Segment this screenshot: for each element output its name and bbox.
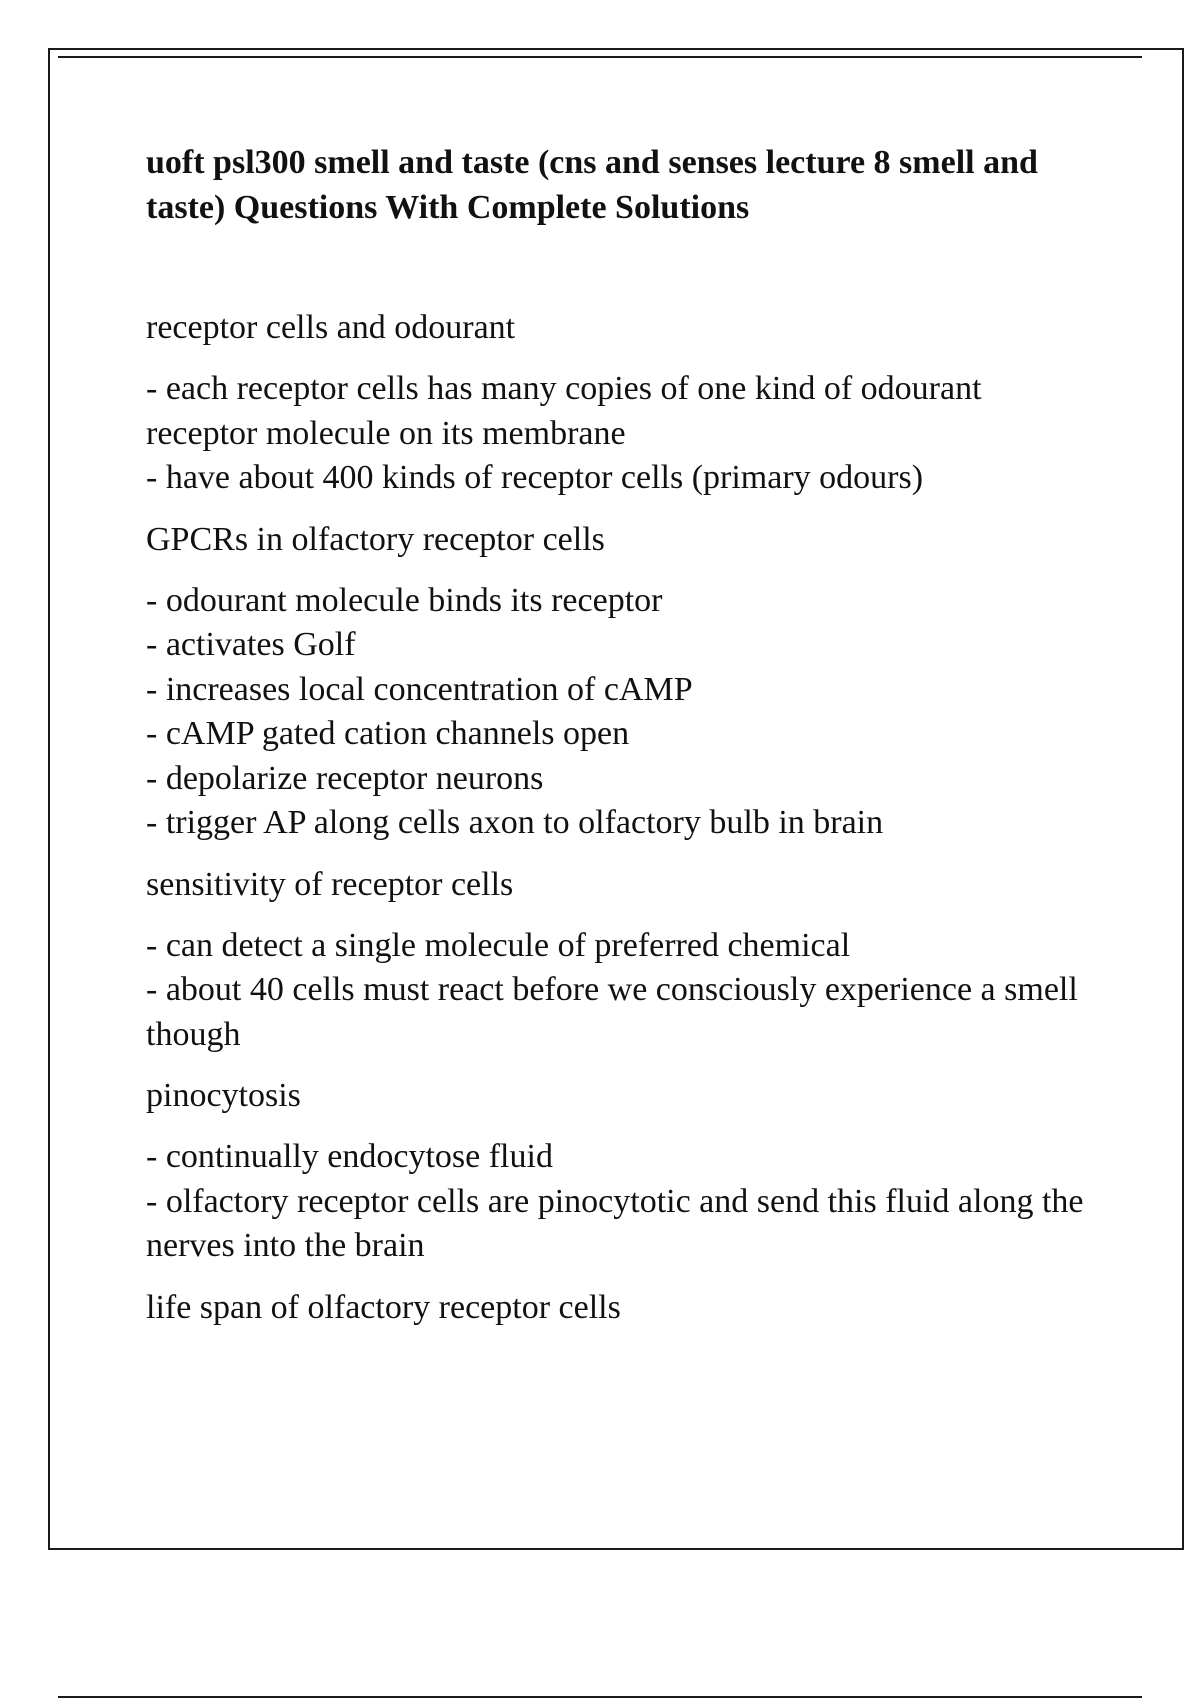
answer-text	[146, 1135, 1086, 1269]
qa-section-1	[146, 306, 1086, 501]
answer-line: - olfactory receptor cells are pinocytotic and send this fluid along the nerves into the brain	[146, 1182, 1084, 1264]
question-text: GPCRs in olfactory receptor cells	[146, 520, 605, 558]
top-divider	[58, 56, 1142, 58]
question-text: sensitivity of receptor cells	[146, 865, 514, 903]
answer-text	[146, 579, 1086, 846]
answer-line: - trigger AP along cells axon to olfactory bulb in brain	[146, 804, 884, 841]
document-body	[146, 140, 1086, 1347]
answer-line: - have about 400 kinds of receptor cells (primary odours)	[146, 459, 924, 496]
answer-line: - cAMP gated cation channels open	[146, 715, 630, 752]
bottom-divider	[58, 1696, 1142, 1698]
answer-line: - continually endocytose fluid	[146, 1138, 553, 1175]
question-text: pinocytosis	[146, 1077, 301, 1114]
answer-line: - can detect a single molecule of preferred chemical	[146, 926, 851, 964]
answer-line: - increases local concentration of cAMP	[146, 670, 693, 708]
qa-section-2	[146, 518, 1086, 846]
question-text: life span of olfactory receptor cells	[146, 1288, 621, 1326]
answer-line: - each receptor cells has many copies of one kind of odourant receptor molecule on its membrane	[146, 370, 982, 452]
qa-section-4	[146, 1074, 1086, 1269]
document-title: uoft psl300 smell and taste (cns and senses lecture 8 smell and taste) Questions With Complete Solutions	[146, 144, 1038, 226]
answer-line: - about 40 cells must react before we consciously experience a smell though	[146, 971, 1078, 1053]
answer-line: - activates Golf	[146, 626, 356, 663]
qa-section-5	[146, 1286, 1086, 1330]
answer-text	[146, 924, 1086, 1058]
answer-line: - depolarize receptor neurons	[146, 759, 544, 797]
answer-line: - odourant molecule binds its receptor	[146, 581, 663, 619]
answer-text	[146, 367, 1086, 501]
question-text: receptor cells and odourant	[146, 309, 516, 346]
qa-section-3	[146, 863, 1086, 1058]
